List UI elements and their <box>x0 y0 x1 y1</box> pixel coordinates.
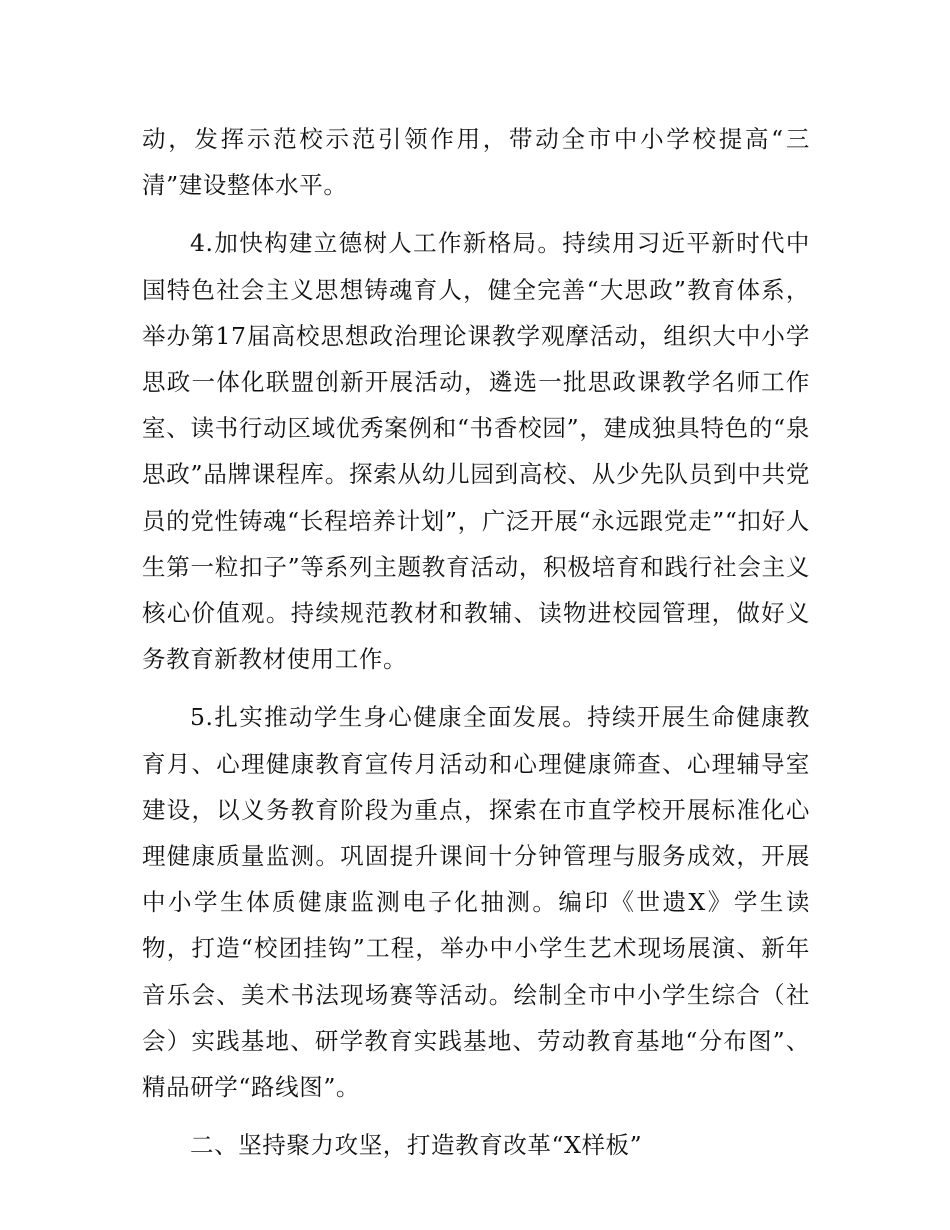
paragraph-item-4: 4.加快构建立德树人工作新格局。持续用习近平新时代中国特色社会主义思想铸魂育人，健全完善“大思政”教育体系，举办第17届高校思想政治理论课教学观摩活动，组织大中小学思政一体化联盟创新开展活动，遴选一批思政课教学名师工作室、读书行动区域优秀案例和“书香校园”，建成独具特色的“泉思政”品牌课程库。探索从幼儿园到高校、从少先队员到中共党员的党性铸魂“长程培养计划”，广泛开展“永远跟党走”“扣好人生第一粒扣子”等系列主题教育活动，积极培育和践行社会主义核心价值观。持续规范教材和教辅、读物进校园管理，做好义务教育新教材使用工作。 <box>142 229 810 674</box>
paragraph-item-5: 5.扎实推动学生身心健康全面发展。持续开展生命健康教育月、心理健康教育宣传月活动和心理健康筛查、心理辅导室建设，以义务教育阶段为重点，探索在市直学校开展标准化心理健康质量监测。巩固提升课间十分钟管理与服务成效，开展中小学生体质健康监测电子化抽测。编印《世遗X》学生读物，打造“校团挂钩”工程，举办中小学生艺术现场展演、新年音乐会、美术书法现场赛等活动。绘制全市中小学生综合（社会）实践基地、研学教育实践基地、劳动教育基地“分布图”、精品研学“路线图”。 <box>142 703 810 1102</box>
paragraph-continuation: 动，发挥示范校示范引领作用，带动全市中小学校提高“三清”建设整体水平。 <box>142 125 810 200</box>
document-body <box>142 116 810 1168</box>
section-heading: 二、坚持聚力攻坚，打造教育改革“X样板” <box>190 1131 643 1160</box>
